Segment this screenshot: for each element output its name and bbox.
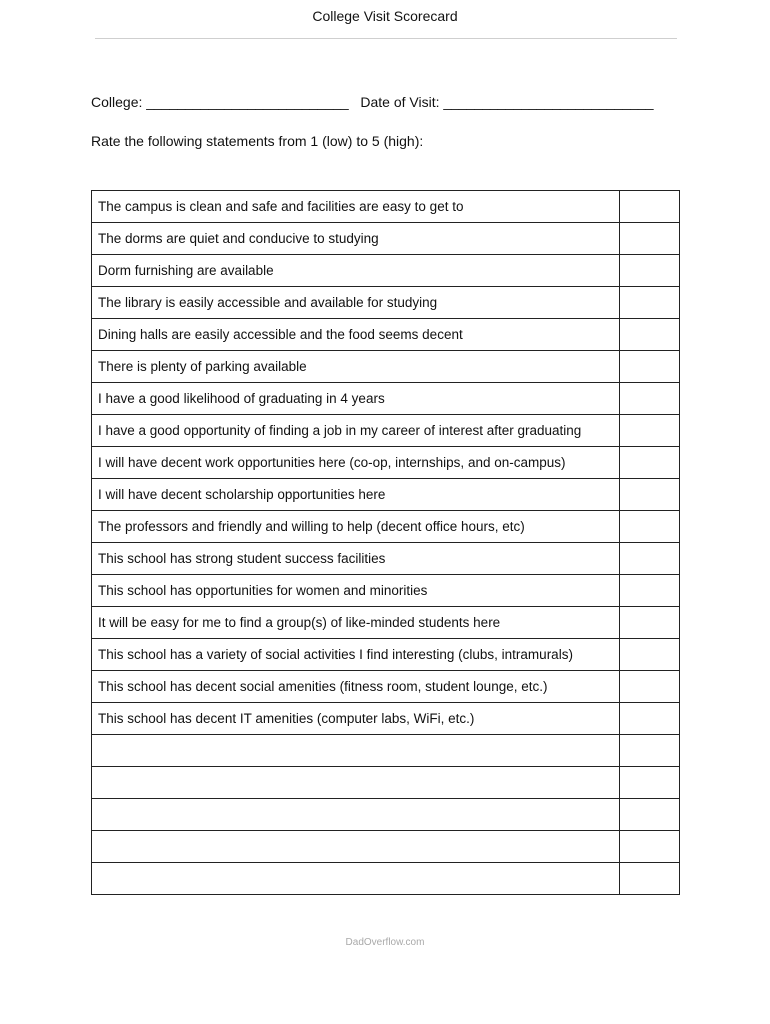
- score-cell: [620, 671, 680, 703]
- statement-cell: [92, 831, 620, 863]
- rating-instructions: Rate the following statements from 1 (low) to 5 (high):: [91, 133, 424, 149]
- score-cell: [620, 511, 680, 543]
- score-cell: [620, 543, 680, 575]
- statement-cell: The dorms are quiet and conducive to studying: [92, 223, 620, 255]
- statement-cell: This school has opportunities for women and minorities: [92, 575, 620, 607]
- table-row: [92, 511, 680, 543]
- table-row: [92, 543, 680, 575]
- statement-cell: It will be easy for me to find a group(s) of like-minded students here: [92, 607, 620, 639]
- score-cell: [620, 447, 680, 479]
- table-row: [92, 351, 680, 383]
- table-row: [92, 479, 680, 511]
- statement-cell: [92, 863, 620, 895]
- score-cell: [620, 575, 680, 607]
- table-row: [92, 607, 680, 639]
- score-cell: [620, 351, 680, 383]
- score-cell: [620, 767, 680, 799]
- table-row: [92, 639, 680, 671]
- score-cell: [620, 703, 680, 735]
- table-row: [92, 383, 680, 415]
- table-row: [92, 415, 680, 447]
- score-cell: [620, 479, 680, 511]
- table-row: [92, 223, 680, 255]
- page-title: College Visit Scorecard: [312, 8, 458, 24]
- footer-credit: DadOverflow.com: [345, 937, 425, 948]
- score-cell: [620, 799, 680, 831]
- score-cell: [620, 415, 680, 447]
- statement-cell: There is plenty of parking available: [92, 351, 620, 383]
- statement-cell: [92, 799, 620, 831]
- table-row: [92, 735, 680, 767]
- statement-cell: The library is easily accessible and available for studying: [92, 287, 620, 319]
- score-cell: [620, 831, 680, 863]
- table-row: [92, 799, 680, 831]
- statement-cell: I have a good likelihood of graduating in 4 years: [92, 383, 620, 415]
- statement-cell: This school has decent social amenities (fitness room, student lounge, etc.): [92, 671, 620, 703]
- statement-cell: The professors and friendly and willing to help (decent office hours, etc): [92, 511, 620, 543]
- table-row: [92, 287, 680, 319]
- statement-cell: Dorm furnishing are available: [92, 255, 620, 287]
- score-cell: [620, 191, 680, 223]
- table-row: [92, 831, 680, 863]
- table-row: [92, 863, 680, 895]
- scorecard-table: [91, 190, 680, 895]
- statement-cell: I will have decent work opportunities here (co-op, internships, and on-campus): [92, 447, 620, 479]
- college-date-fields: College: __________________________ Date of Visit: ___________________________: [91, 94, 654, 110]
- statement-cell: I will have decent scholarship opportunities here: [92, 479, 620, 511]
- table-row: [92, 255, 680, 287]
- statement-cell: This school has a variety of social activities I find interesting (clubs, intramurals): [92, 639, 620, 671]
- score-cell: [620, 607, 680, 639]
- score-cell: [620, 287, 680, 319]
- table-row: [92, 703, 680, 735]
- statement-cell: This school has strong student success facilities: [92, 543, 620, 575]
- table-row: [92, 191, 680, 223]
- score-cell: [620, 319, 680, 351]
- statement-cell: [92, 767, 620, 799]
- statement-cell: The campus is clean and safe and facilities are easy to get to: [92, 191, 620, 223]
- score-cell: [620, 735, 680, 767]
- table-row: [92, 319, 680, 351]
- title-divider: [95, 38, 677, 39]
- statement-cell: I have a good opportunity of finding a job in my career of interest after graduating: [92, 415, 620, 447]
- table-row: [92, 575, 680, 607]
- table-row: [92, 767, 680, 799]
- statement-cell: Dining halls are easily accessible and the food seems decent: [92, 319, 620, 351]
- statement-cell: This school has decent IT amenities (computer labs, WiFi, etc.): [92, 703, 620, 735]
- table-row: [92, 447, 680, 479]
- score-cell: [620, 639, 680, 671]
- score-cell: [620, 255, 680, 287]
- score-cell: [620, 383, 680, 415]
- score-cell: [620, 863, 680, 895]
- table-row: [92, 671, 680, 703]
- statement-cell: [92, 735, 620, 767]
- score-cell: [620, 223, 680, 255]
